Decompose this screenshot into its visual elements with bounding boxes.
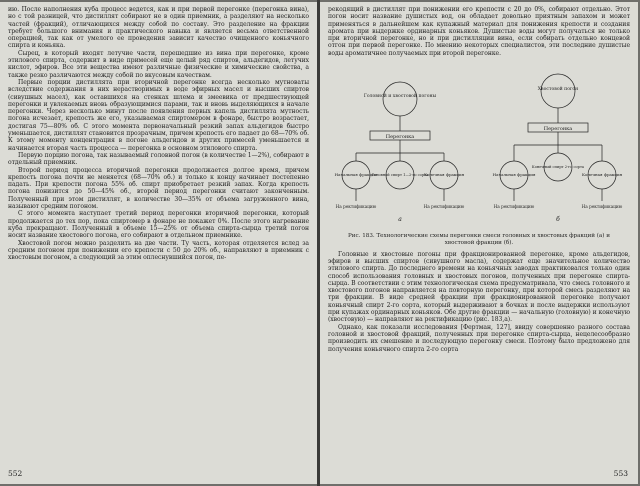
diagram-a-middle-product: Головной спирт 1—2-го сорта bbox=[371, 173, 429, 178]
diagram-a-left-destination: На ректификацию bbox=[335, 204, 377, 210]
diagram-b-right-destination: На ректификацию bbox=[581, 204, 623, 210]
diagram-b-letter: б bbox=[556, 216, 560, 224]
left-page-number: 552 bbox=[8, 469, 23, 478]
diagram-b-left-product: Начальная фракция bbox=[492, 172, 536, 178]
right-page bbox=[320, 2, 638, 484]
left-paragraph-3: Первые порции дистиллята при вторичной перегонке всегда несколько мутноваты вследствие содержания в них нерастворимых в воде эфирных масел и высших спиртов (сивушных масел), как оставшихся на стенках шлема и змеевика от предшествующей перегонки и увлекаемых вновь образующимися парами, так и вновь выделяющихся в начале перегонки. Через несколько минут после появления первых капель дистиллята мутность погона исчезает, крепость же его, указываемая спиртомером в фонаре, быстро возрастает, достигая 75—80% об. С этого момента первоначальный резкий запах альдегидов быстро уменьшается, дистиллят становится прозрачным, причем крепость его падает до 68—70% об. К этому моменту концентрация в погоне альдегидов и других примесей уменьшается и начинается вторая часть процесса — перегонка в основном этилового спирта. bbox=[8, 78, 309, 152]
diagram-a-right-product: Конечная фракция bbox=[423, 172, 465, 178]
diagram-a-letter: а bbox=[398, 216, 402, 224]
right-page-number: 553 bbox=[613, 469, 628, 478]
diagram-a-source-circle bbox=[383, 82, 417, 116]
diagram-b-right-product: Конечная фракция bbox=[581, 172, 623, 178]
process-diagrams bbox=[328, 61, 630, 231]
left-paragraph-7: Хвостовой погон можно разделить на две части. Ту часть, которая отделяется вслед за средним погоном при понижении его крепости с 50 до 20% об., направляют в приемник с хвостовым погоном, а следующий за этим оплеснувшийся погон, пе- bbox=[8, 239, 309, 262]
left-paragraph-4: Первую порцию погона, так называемый головной погон (в количестве 1—2%), собирают в отдельный приемник. bbox=[8, 151, 309, 167]
diagram-b-middle-product: Конечный спирт 2-го сорта bbox=[531, 165, 585, 170]
left-paragraph-5: Второй период процесса вторичной перегонки продолжается долгое время, причем крепость погона почти не меняется (68—70% об.) и только к концу начинает постепенно падать. При крепости погона 55% об. спирт приобретает резкий запах. Когда крепость погона понизится до 50—45% об., второй период перегонки считают законченным. Полученный при этом дистиллят, в количестве 30—35% от объема загруженного вина, называют средним погоном. bbox=[8, 166, 309, 211]
diagram-a-right-destination: На ректификацию bbox=[423, 204, 465, 210]
figure-caption: Рис. 183. Технологические схемы перегонки смеси головных и хвостовых фракций (а) и хвостовой фракции (б). bbox=[348, 233, 610, 246]
right-paragraph-3: Однако, как показали исследования [Фертман, 127], ввиду совершенно разного состава головной и хвостовой фракций, полученных при перегонке спирта-сырца, нецелесообразно производить их смешение и последующую перегонку смеси. Поэтому было предложено для получения коньячного спирта 2-го сорта bbox=[328, 323, 630, 353]
left-paragraph-1: ию. После наполнения куба процесс ведется, как и при первой перегонке (перегонка вина), но с той разницей, что дистиллят собирают не в один приемник, а разделяют на несколько частей (фракций), отличающихся между собой по составу. Это разделение на фракции требует большого внимания и практического навыка и является весьма ответственной операцией, так как от умелого ее проведения зависит качество очищенного коньячного спирта и коньяка. bbox=[8, 6, 309, 50]
diagram-a-source-label: Головной и хвостовой погоны bbox=[363, 94, 437, 100]
diagram-a-left-product: Начальная фракция bbox=[334, 172, 378, 178]
right-paragraph-2: Головные и хвостовые погоны при фракционированной перегонке, кроме альдегидов, эфиров и высших спиртов (сивушного масла), содержат еще значительное количество этилового спирта. До последнего времени на коньячных заводах практиковался только один способ использования головных и хвостовых погонов, полученных при перегонке спирта-сырца. В соответствии с этим технологическая схема предусматривала, что смесь головного и хвостового погонов направляется на повторную перегонку, при которой смесь разделяют на три фракции. В виде средней фракции при фракционированной перегонке получают коньячный спирт 2-го сорта, который выдерживают в бочках и после выдержки используют при купажах ординарных коньяков. Обе другие фракции — начальную (головную) и конечную (хвостовую) — направляют на ректификацию (рис. 183,а). bbox=[328, 250, 630, 324]
diagram-b-source-label: Хвостовой погон bbox=[537, 87, 579, 93]
left-paragraph-2: Сырец, в который входят летучие части, перешедшие из вина при перегонке, кроме этилового спирта, содержит в виде примесей еще целый ряд спиртов, альдегидов, летучих кислот, эфиров. Все эти вещества имеют различные физические и химические свойства, а также резко различаются между собой по вкусовым качествам. bbox=[8, 49, 309, 79]
diagram-b-left-destination: На ректификацию bbox=[493, 204, 535, 210]
figure-183 bbox=[328, 61, 630, 231]
left-paragraph-6: С этого момента наступает третий период перегонки вторичной перегонки, который продолжается до тех пор, пока спиртомер в фонаре не покажет 0%. После этого нагревание куба прекращают. Полученный в объеме 15—25% от объема спирта-сырца третий погон носит название хвостового погона, его собирают в отдельном приемнике. bbox=[8, 210, 309, 240]
right-paragraph-1: рекодящий в дистиллят при понижении его крепости с 20 до 0%, собирают отдельно. Этот погон носит название душистых вод, он обладает довольно приятным запахом и может применяться в дальнейшем как купажный материал для понижения крепости и создания аромата при выдержке ординарных коньяков. Душистые воды могут получаться не только при вторичной перегонке, но и при дистилляции вина, если собирать отдельно концевой отгон при первой перегонке. По мнению некоторых специалистов, эти последние душистые воды ароматичнее получаемых при второй перегонке. bbox=[328, 6, 630, 57]
diagram-b-process-label: Перегонка bbox=[543, 126, 573, 133]
left-page bbox=[0, 2, 317, 484]
diagram-a-process-label: Перегонка bbox=[385, 134, 415, 141]
